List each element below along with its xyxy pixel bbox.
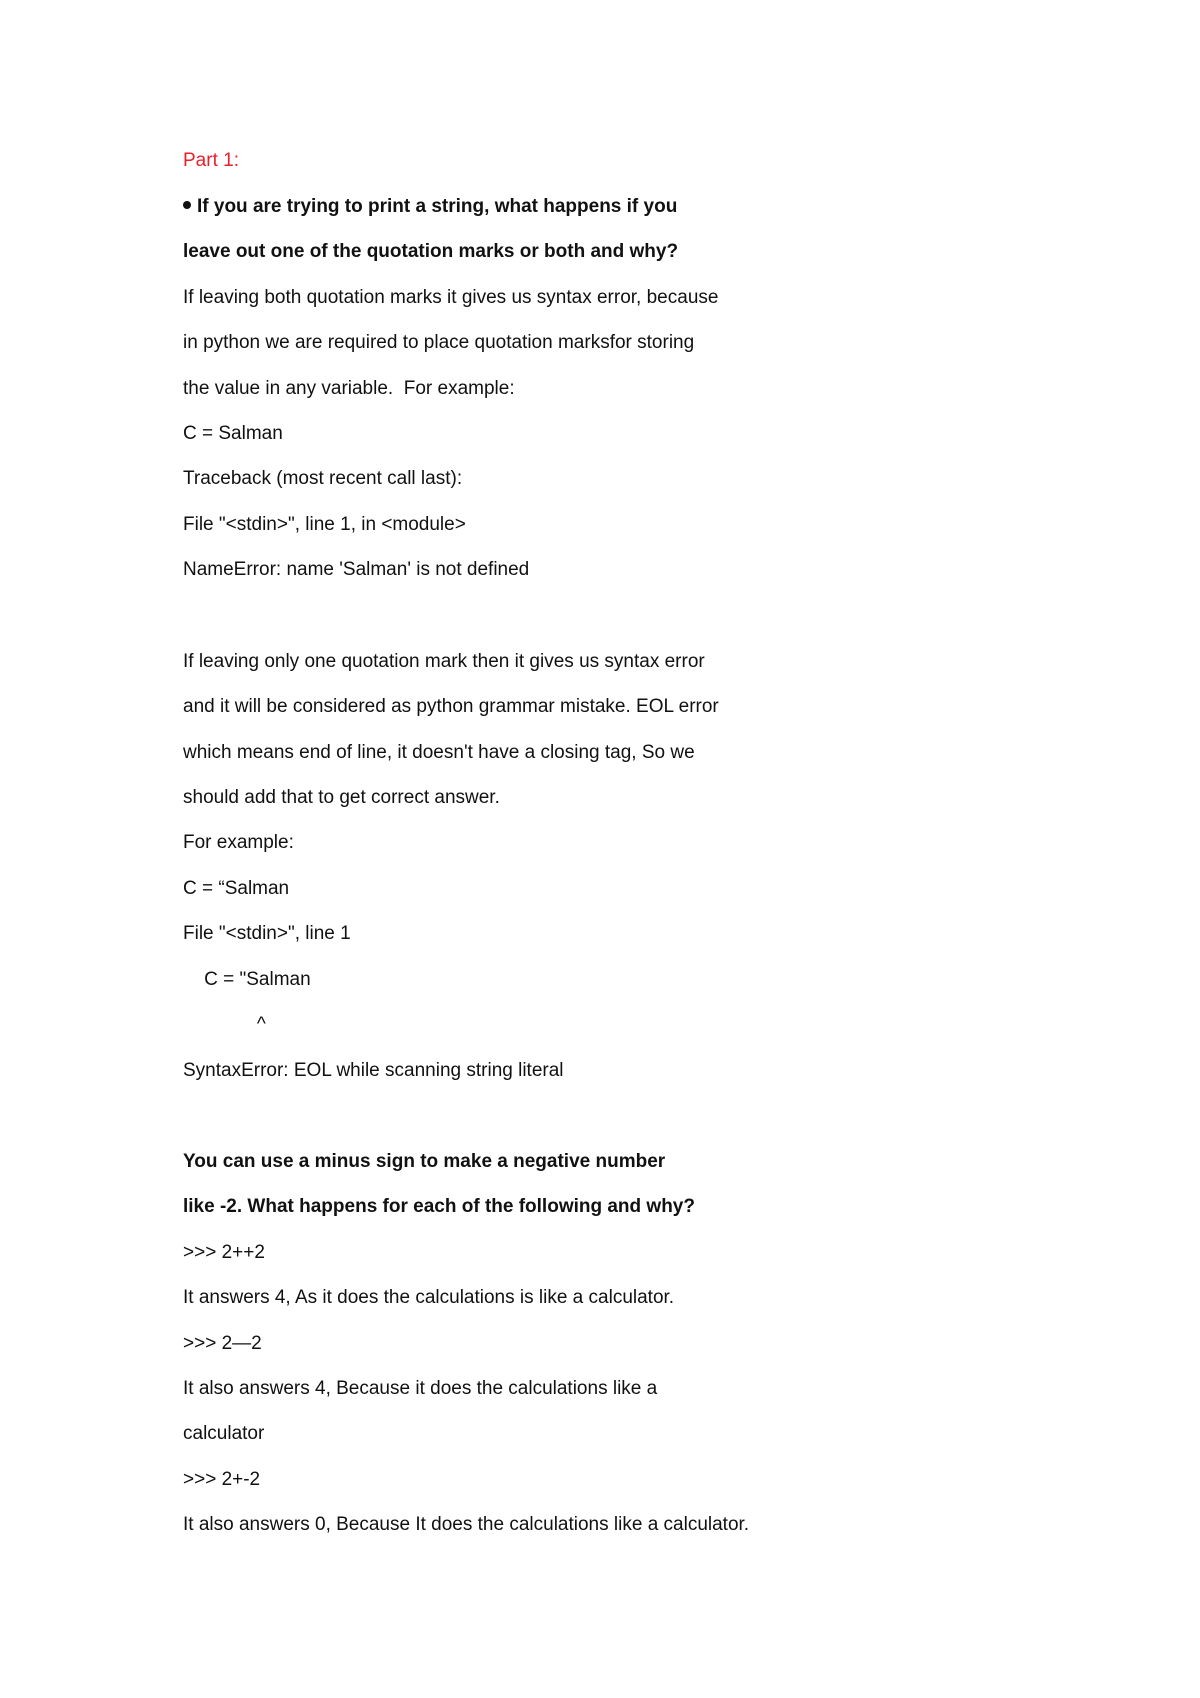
answer-line: It also answers 4, Because it does the calculations like a [183,1378,658,1399]
question-2-line-2: like -2. What happens for each of the following and why? [183,1196,695,1217]
code-line: File "<stdin>", line 1 [183,923,351,944]
question-2-line-1: You can use a minus sign to make a negative number [183,1151,666,1172]
code-line: Traceback (most recent call last): [183,468,463,489]
code-line: >>> 2+-2 [183,1469,261,1490]
part-heading: Part 1: [183,150,239,171]
answer-line: If leaving only one quotation mark then it gives us syntax error [183,651,705,672]
answer-line: in python we are required to place quotation marksfor storing [183,332,695,353]
answer-line: For example: [183,832,294,853]
answer-line: If leaving both quotation marks it gives us syntax error, because [183,287,719,308]
answer-line: which means end of line, it doesn't have a closing tag, So we [183,742,695,763]
code-line: File "<stdin>", line 1, in <module> [183,514,466,535]
question-1-line-1: If you are trying to print a string, what happens if you [183,195,677,219]
code-line: C = "Salman [183,969,311,990]
answer-line: It also answers 0, Because It does the calculations like a calculator. [183,1514,750,1535]
answer-line: calculator [183,1423,265,1444]
code-line: >>> 2—2 [183,1333,262,1354]
code-caret-line: ^ [183,1014,266,1035]
code-line: C = Salman [183,423,283,444]
code-line: SyntaxError: EOL while scanning string literal [183,1060,564,1081]
question-1-line-2: leave out one of the quotation marks or both and why? [183,241,679,262]
answer-line: and it will be considered as python grammar mistake. EOL error [183,696,719,717]
code-line: NameError: name 'Salman' is not defined [183,559,530,580]
answer-line: the value in any variable. For example: [183,378,515,399]
code-line: C = “Salman [183,878,290,899]
answer-line: should add that to get correct answer. [183,787,500,808]
code-line: >>> 2++2 [183,1242,265,1263]
answer-line: It answers 4, As it does the calculations is like a calculator. [183,1287,675,1308]
bullet-icon [183,201,191,209]
